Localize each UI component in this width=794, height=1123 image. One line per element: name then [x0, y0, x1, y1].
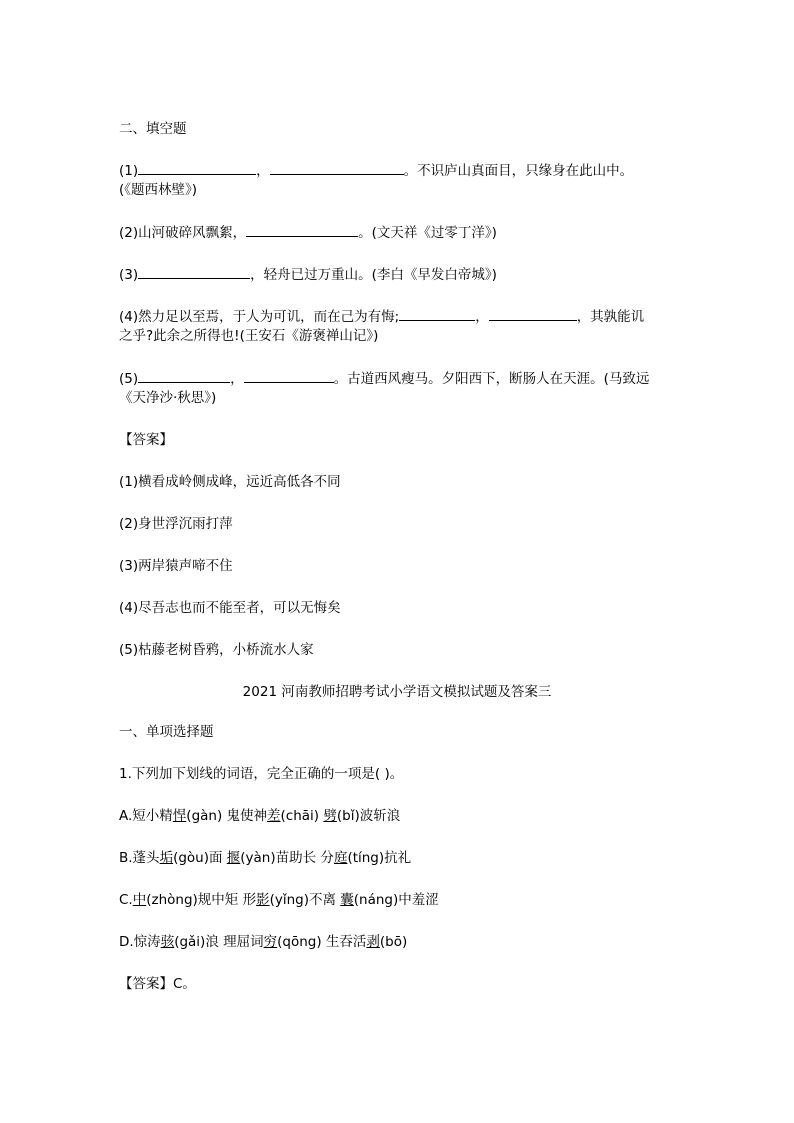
question-4: (4)然力足以至焉，于人为可讥，而在己为有悔; ， ，其孰能讥 [119, 306, 644, 327]
question-4-line2: 之乎?此余之所得也!(王安石《游褒禅山记》) [119, 328, 379, 344]
question-3: (3) ，轻舟已过万重山。(李白《早发白帝城》) [119, 264, 497, 285]
answer-label: 【答案】 [119, 432, 173, 448]
answer-item: (3)两岸猿声啼不住 [119, 558, 233, 574]
blank[interactable] [246, 222, 358, 237]
blank[interactable] [399, 306, 475, 321]
option-c[interactable]: C.中(zhòng)规中矩 形影(yǐng)不离 囊(náng)中羞涩 [119, 892, 439, 908]
question-5-line2: 《天净沙·秋思》) [119, 390, 217, 406]
question-2: (2)山河破碎风飘絮， 。(文天祥《过零丁洋》) [119, 222, 497, 243]
question-1: (1) ， 。不识庐山真面目，只缘身在此山中。 [119, 160, 633, 181]
option-b[interactable]: B.蓬头垢(gòu)面 揠(yàn)苗助长 分庭(tíng)抗礼 [119, 850, 412, 866]
answer-item: (2)身世浮沉雨打萍 [119, 516, 233, 532]
choice-question: 1.下列加下划线的词语，完全正确的一项是( )。 [119, 766, 404, 782]
section-heading-fill-blank: 二、填空题 [119, 121, 187, 137]
question-5: (5) ， 。古道西风瘦马。夕阳西下，断肠人在天涯。(马致远 [119, 368, 649, 389]
blank[interactable] [138, 368, 230, 383]
exam-title: 2021 河南教师招聘考试小学语文模拟试题及答案三 [242, 684, 552, 700]
blank[interactable] [244, 368, 334, 383]
blank[interactable] [270, 160, 404, 175]
answer-item: (4)尽吾志也而不能至者，可以无悔矣 [119, 600, 341, 616]
option-a[interactable]: A.短小精悍(gàn) 鬼使神差(chāi) 劈(bǐ)波斩浪 [119, 808, 401, 824]
blank[interactable] [138, 264, 250, 279]
section-heading-single-choice: 一、单项选择题 [119, 724, 214, 740]
blank[interactable] [138, 160, 256, 175]
choice-answer: 【答案】C。 [119, 976, 196, 992]
blank[interactable] [489, 306, 577, 321]
question-1-source: (《题西林壁》) [119, 182, 198, 198]
option-d[interactable]: D.惊涛骇(gǎi)浪 理屈词穷(qōng) 生吞活剥(bō) [119, 934, 408, 950]
answer-item: (5)枯藤老树昏鸦，小桥流水人家 [119, 642, 314, 658]
answer-item: (1)横看成岭侧成峰，远近高低各不同 [119, 474, 341, 490]
